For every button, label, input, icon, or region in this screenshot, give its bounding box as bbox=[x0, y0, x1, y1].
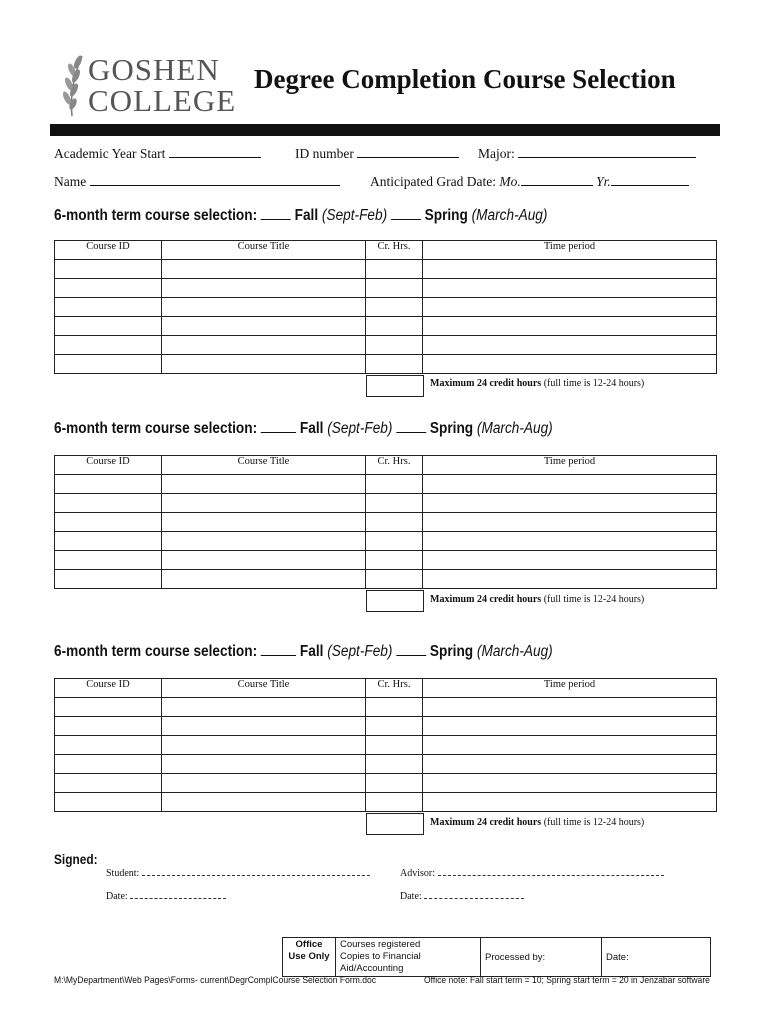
total-hours-box-3[interactable] bbox=[366, 813, 424, 835]
course-table-2 bbox=[54, 455, 717, 589]
name-label: Name bbox=[54, 174, 87, 189]
wheat-leaf-icon bbox=[58, 52, 88, 118]
logo-line-1: GOSHEN bbox=[88, 52, 220, 87]
grad-year-blank[interactable] bbox=[611, 174, 689, 186]
table-row[interactable] bbox=[55, 355, 717, 374]
grad-date-label: Anticipated Grad Date: bbox=[370, 174, 496, 189]
table-row[interactable] bbox=[55, 336, 717, 355]
table-row[interactable] bbox=[55, 279, 717, 298]
major-blank[interactable] bbox=[518, 146, 696, 158]
term-section-3-heading: 6-month term course selection: Fall (Sept-Feb) Spring (March-Aug) bbox=[54, 643, 553, 660]
advisor-date-field[interactable]: Date: bbox=[400, 890, 524, 902]
id-number-blank[interactable] bbox=[357, 146, 459, 158]
academic-year-blank[interactable] bbox=[169, 146, 261, 158]
table-row[interactable] bbox=[55, 298, 717, 317]
grad-year-label: Yr. bbox=[596, 174, 611, 189]
name-field[interactable] bbox=[54, 174, 340, 190]
table-row[interactable] bbox=[55, 513, 717, 532]
header-divider bbox=[50, 124, 720, 136]
file-path-footer: M:\MyDepartment\Web Pages\Forms- current\DegrComplCourse Selection Form.doc bbox=[54, 975, 377, 986]
major-field[interactable] bbox=[478, 146, 696, 162]
name-blank[interactable] bbox=[90, 174, 340, 186]
signed-label: Signed: bbox=[54, 852, 98, 867]
advisor-signature-line[interactable] bbox=[438, 867, 664, 876]
student-signature-line[interactable] bbox=[142, 867, 370, 876]
table-row[interactable] bbox=[55, 260, 717, 279]
table-row[interactable] bbox=[55, 317, 717, 336]
table-row[interactable] bbox=[55, 475, 717, 494]
office-date-cell[interactable]: Date: bbox=[602, 938, 711, 977]
processed-by-cell[interactable]: Processed by: bbox=[481, 938, 602, 977]
grad-month-label: Mo. bbox=[499, 174, 521, 189]
office-use-label: Office Use Only bbox=[283, 938, 336, 977]
table-row[interactable] bbox=[55, 570, 717, 589]
table-header-row bbox=[55, 456, 717, 475]
total-hours-box-2[interactable] bbox=[366, 590, 424, 612]
student-date-field[interactable]: Date: bbox=[106, 890, 226, 902]
col-course-id: Course ID bbox=[55, 456, 162, 475]
table-row[interactable] bbox=[55, 698, 717, 717]
col-course-title: Course Title bbox=[162, 456, 366, 475]
table-row[interactable] bbox=[55, 755, 717, 774]
term-section-2-heading: 6-month term course selection: Fall (Sept-Feb) Spring (March-Aug) bbox=[54, 420, 553, 437]
col-cr-hrs: Cr. Hrs. bbox=[366, 456, 423, 475]
spring-checkbox-2[interactable] bbox=[396, 421, 426, 433]
table-row[interactable] bbox=[55, 532, 717, 551]
advisor-date-line[interactable] bbox=[424, 890, 524, 899]
table-row[interactable] bbox=[55, 717, 717, 736]
col-cr-hrs: Cr. Hrs. bbox=[366, 679, 423, 698]
table-row[interactable] bbox=[55, 551, 717, 570]
course-table-1 bbox=[54, 240, 717, 374]
col-time-period: Time period bbox=[423, 241, 717, 260]
fall-checkbox-1[interactable] bbox=[261, 208, 291, 220]
total-hours-box-1[interactable] bbox=[366, 375, 424, 397]
id-number-label: ID number bbox=[295, 146, 354, 161]
col-course-title: Course Title bbox=[162, 241, 366, 260]
col-cr-hrs: Cr. Hrs. bbox=[366, 241, 423, 260]
max-credit-note-2: Maximum 24 credit hours (full time is 12-24 hours) bbox=[430, 594, 645, 605]
table-header-row bbox=[55, 241, 717, 260]
academic-year-label: Academic Year Start bbox=[54, 146, 166, 161]
course-table-3 bbox=[54, 678, 717, 812]
spring-checkbox-1[interactable] bbox=[391, 208, 421, 220]
page-title: Degree Completion Course Selection bbox=[254, 64, 676, 94]
grad-date-field[interactable] bbox=[370, 174, 689, 190]
max-credit-note-3: Maximum 24 credit hours (full time is 12-24 hours) bbox=[430, 817, 645, 828]
major-label: Major: bbox=[478, 146, 515, 161]
col-time-period: Time period bbox=[423, 679, 717, 698]
academic-year-field[interactable] bbox=[54, 146, 261, 162]
grad-month-blank[interactable] bbox=[521, 174, 593, 186]
student-date-line[interactable] bbox=[130, 890, 226, 899]
table-row[interactable] bbox=[55, 494, 717, 513]
table-row[interactable] bbox=[55, 774, 717, 793]
col-time-period: Time period bbox=[423, 456, 717, 475]
office-note-footer: Office note: Fall start term = 10; Spring start term = 20 in Jenzabar software bbox=[424, 975, 710, 986]
college-logo bbox=[58, 52, 238, 118]
id-number-field[interactable] bbox=[295, 146, 459, 162]
advisor-signature-field[interactable]: Advisor: bbox=[400, 867, 664, 879]
courses-registered-cell: Courses registered Copies to Financial Aid/Accounting bbox=[336, 938, 481, 977]
table-header-row bbox=[55, 679, 717, 698]
table-row[interactable] bbox=[55, 793, 717, 812]
fall-checkbox-2[interactable] bbox=[261, 421, 296, 433]
spring-checkbox-3[interactable] bbox=[396, 644, 426, 656]
max-credit-note-1: Maximum 24 credit hours (full time is 12-24 hours) bbox=[430, 378, 645, 389]
col-course-id: Course ID bbox=[55, 679, 162, 698]
term-section-1-heading: 6-month term course selection: Fall (Sept-Feb) Spring (March-Aug) bbox=[54, 207, 548, 224]
office-use-box bbox=[282, 937, 711, 977]
col-course-id: Course ID bbox=[55, 241, 162, 260]
logo-line-2: COLLEGE bbox=[88, 83, 237, 118]
table-row[interactable] bbox=[55, 736, 717, 755]
student-signature-field[interactable]: Student: bbox=[106, 867, 370, 879]
col-course-title: Course Title bbox=[162, 679, 366, 698]
fall-checkbox-3[interactable] bbox=[261, 644, 296, 656]
